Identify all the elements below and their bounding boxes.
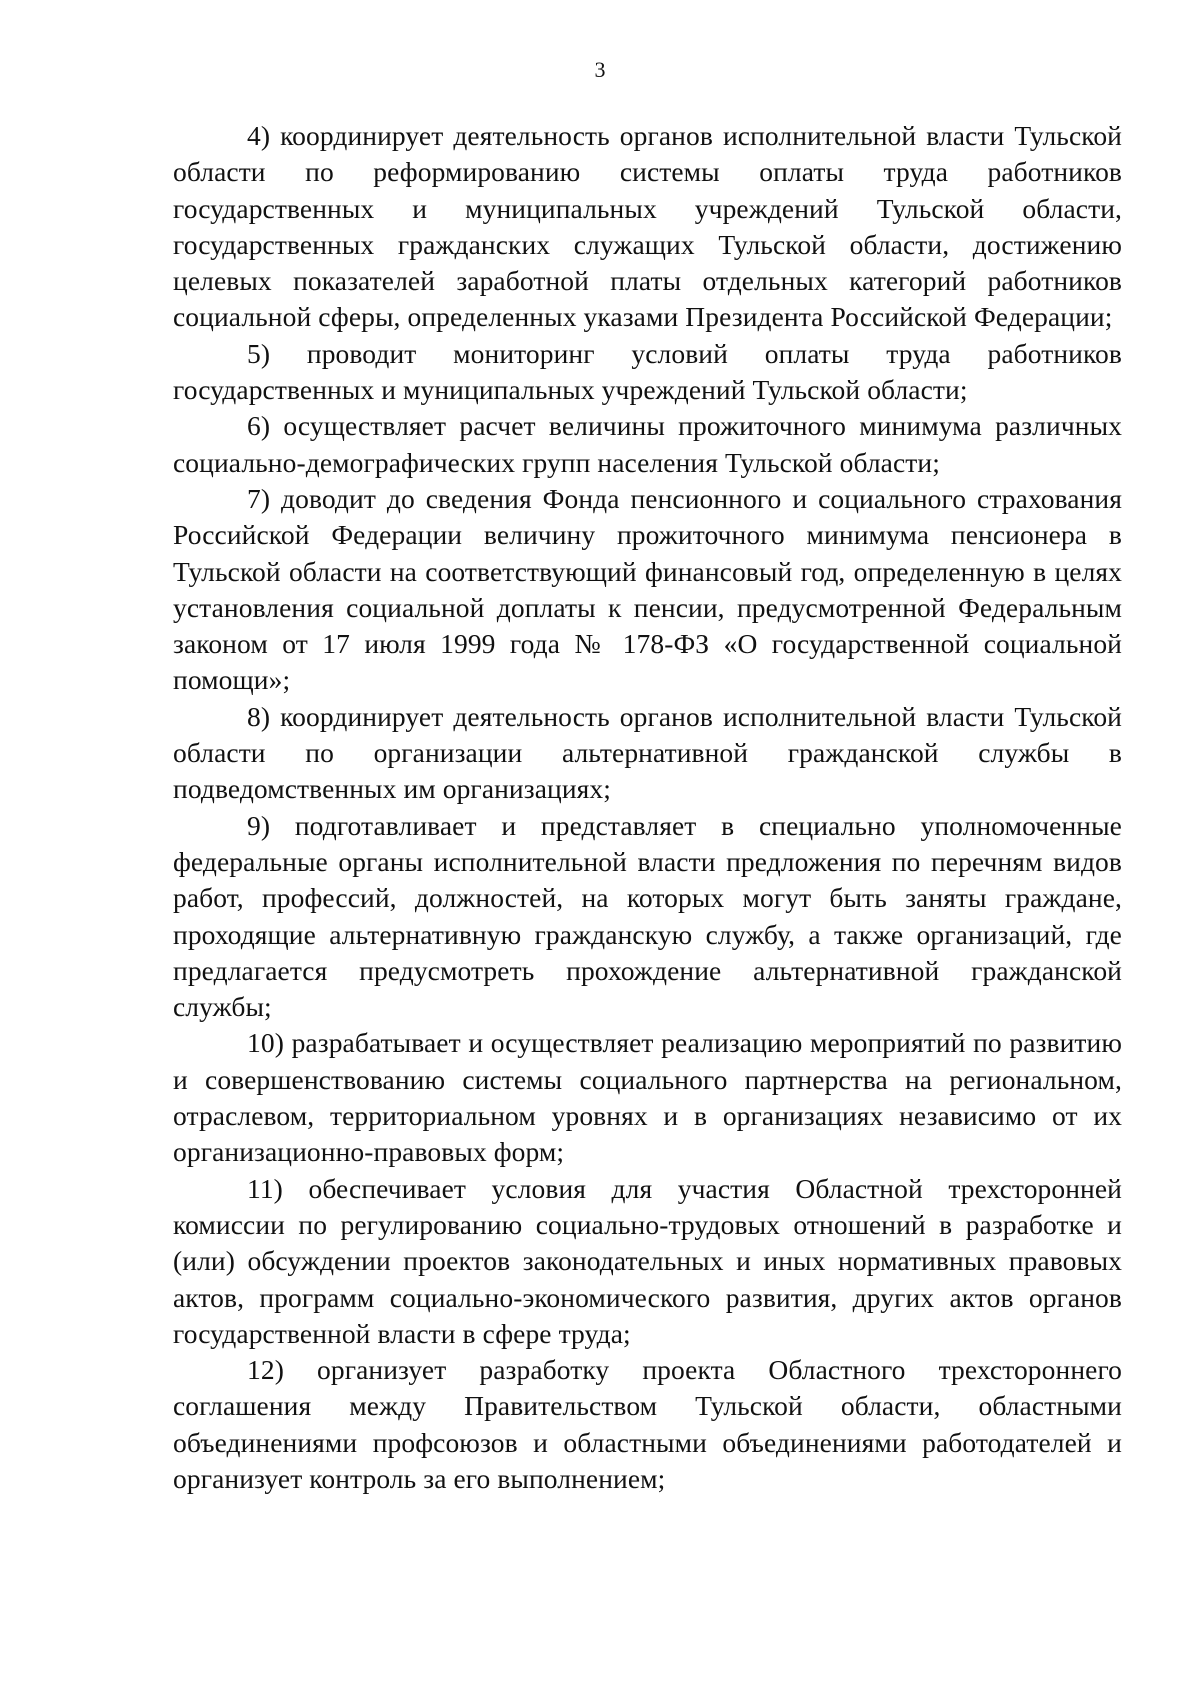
- paragraph-item-6: 6) осуществляет расчет величины прожиточного минимума различных социально-демографических групп населения Тульской области;: [173, 410, 1122, 478]
- document-body: [173, 118, 1122, 1497]
- paragraph-item-9: 9) подготавливает и представляет в специально уполномоченные федеральные органы исполнительной власти предложения по перечням видов работ, профессий, должностей, на которых могут быть заняты граждане, проходящие альтернативную гражданскую службу, а также организаций, где предлагается предусмотреть прохождение альтернативной гражданской службы;: [173, 809, 1122, 1023]
- paragraph-item-7: 7) доводит до сведения Фонда пенсионного и социального страхования Российской Федерации величину прожиточного минимума пенсионера в Тульской области на соответствующий финансовый год, определенную в целях установления социальной доплаты к пенсии, предусмотренной Федеральным законом от 17 июля 1999 года № 178-ФЗ «О государственной социальной помощи»;: [173, 482, 1122, 696]
- paragraph-item-5: 5) проводит мониторинг условий оплаты труда работников государственных и муниципальных учреждений Тульской области;: [173, 337, 1122, 406]
- paragraph-item-11: 11) обеспечивает условия для участия Областной трехсторонней комиссии по регулированию социально-трудовых отношений в разработке и (или) обсуждении проектов законодательных и иных нормативных правовых актов, программ социально-экономического развития, других актов органов государственной власти в сфере труда;: [173, 1172, 1122, 1349]
- paragraph-item-12: 12) организует разработку проекта Областного трехстороннего соглашения между Правительством Тульской области, областными объединениями профсоюзов и областными объединениями работодателей и организует контроль за его выполнением;: [173, 1354, 1122, 1494]
- page-number: 3: [594, 57, 606, 82]
- paragraph-item-4: 4) координирует деятельность органов исполнительной власти Тульской области по реформированию системы оплаты труда работников государственных и муниципальных учреждений Тульской области, государственных гражданских служащих Тульской области, достижению целевых показателей заработной платы отдельных категорий работников социальной сферы, определенных указами Президента Российской Федерации;: [173, 120, 1122, 333]
- paragraph-item-8: 8) координирует деятельность органов исполнительной власти Тульской области по организации альтернативной гражданской службы в подведомственных им организациях;: [173, 700, 1122, 805]
- paragraph-item-10: 10) разрабатывает и осуществляет реализацию мероприятий по развитию и совершенствованию системы социального партнерства на региональном, отраслевом, территориальном уровнях и в организациях независимо от их организационно-правовых форм;: [173, 1027, 1122, 1168]
